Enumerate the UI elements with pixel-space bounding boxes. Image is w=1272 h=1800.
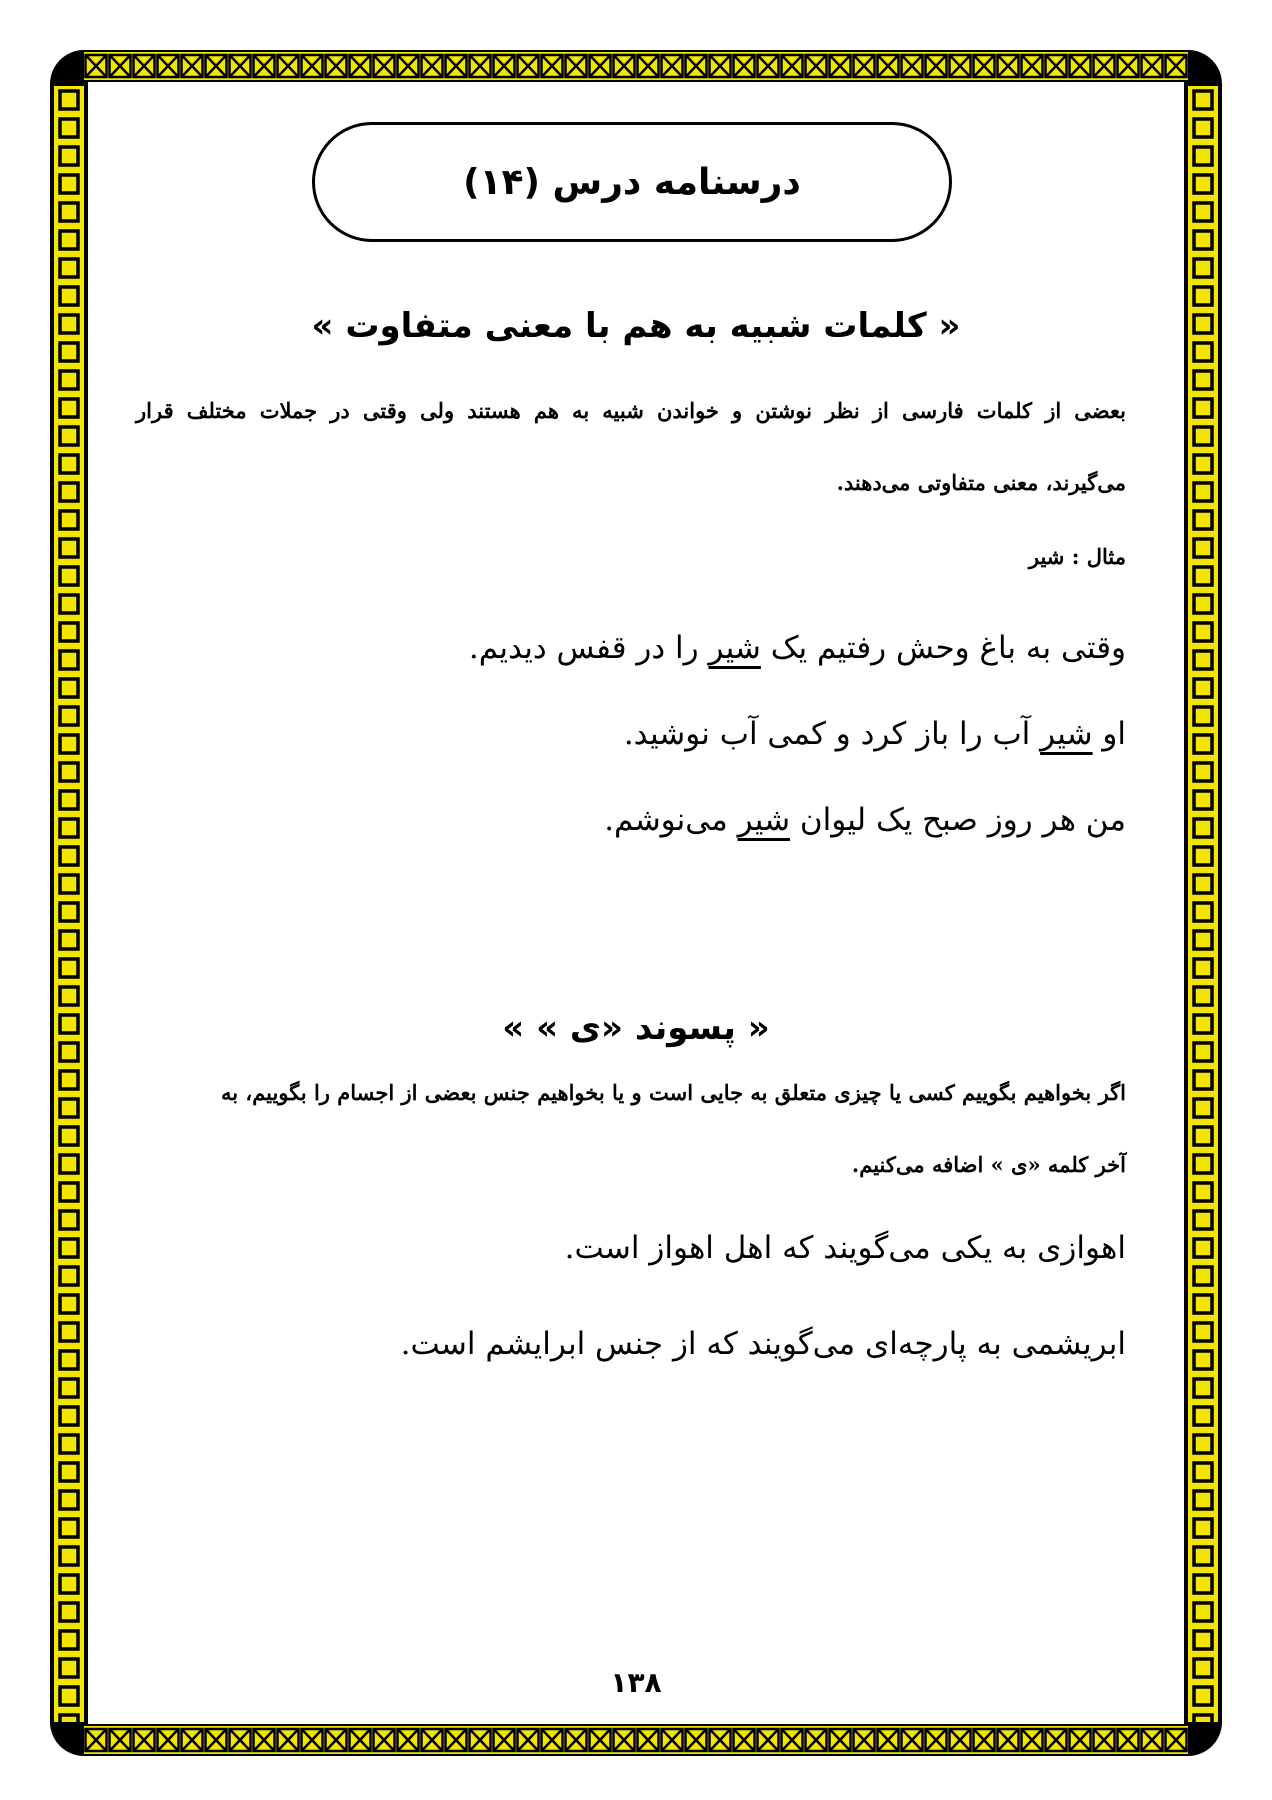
- sentence-text: آب را باز کرد و کمی آب نوشید.: [623, 716, 1041, 752]
- frame-bottom-pattern: [84, 1726, 1188, 1754]
- section2-intro-line2: آخر کلمه «ی » اضافه می‌کنیم.: [851, 1152, 1126, 1177]
- frame-right-pattern: [1188, 86, 1218, 1722]
- sentence-text: وقتی به باغ وحش رفتیم یک: [760, 630, 1126, 666]
- lesson-title-box: [312, 122, 952, 242]
- frame-top-pattern: [84, 52, 1188, 80]
- sentence-text: او: [1092, 716, 1126, 752]
- example-sentence-1: [136, 626, 1126, 670]
- underlined-word: شیر: [737, 802, 791, 838]
- underlined-word: شیر: [1040, 716, 1093, 752]
- section-heading-similar-words: « کلمات شبیه به هم با معنی متفاوت »: [311, 306, 961, 346]
- page-number: ۱۳۸: [610, 1666, 662, 1699]
- suffix-example-2: ابریشمی به پارچه‌ای می‌گویند که از جنس ابرایشم است.: [400, 1326, 1126, 1362]
- section1-intro-line2: می‌گیرند، معنی متفاوتی می‌دهند.: [836, 470, 1126, 495]
- section-heading-suffix: « پسوند «ی » »: [502, 1008, 770, 1048]
- underlined-word: شیر: [708, 630, 761, 666]
- section2-intro-line1: اگر بخواهیم بگوییم کسی یا چیزی متعلق به جایی است و یا بخواهیم جنس بعضی از اجسام را بگوییم، به: [221, 1080, 1126, 1105]
- lesson-title: درسنامه درس (۱۴): [463, 161, 801, 203]
- sentence-text: می‌نوشم.: [604, 802, 738, 838]
- section1-intro-line1: بعضی از کلمات فارسی از نظر نوشتن و خواندن شبیه به هم هستند ولی وقتی در جملات مختلف قرار: [136, 398, 1126, 423]
- example-label: مثال : شیر: [1028, 544, 1126, 569]
- suffix-example-1: اهوازی به یکی می‌گویند که اهل اهواز است.: [564, 1230, 1126, 1266]
- example-sentence-3: [136, 798, 1126, 842]
- worksheet-content: [88, 82, 1184, 1724]
- sentence-text: من هر روز صبح یک لیوان: [790, 802, 1126, 838]
- frame-left-pattern: [54, 86, 84, 1722]
- sentence-text: را در قفس دیدیم.: [468, 630, 709, 666]
- example-sentence-2: [136, 712, 1126, 756]
